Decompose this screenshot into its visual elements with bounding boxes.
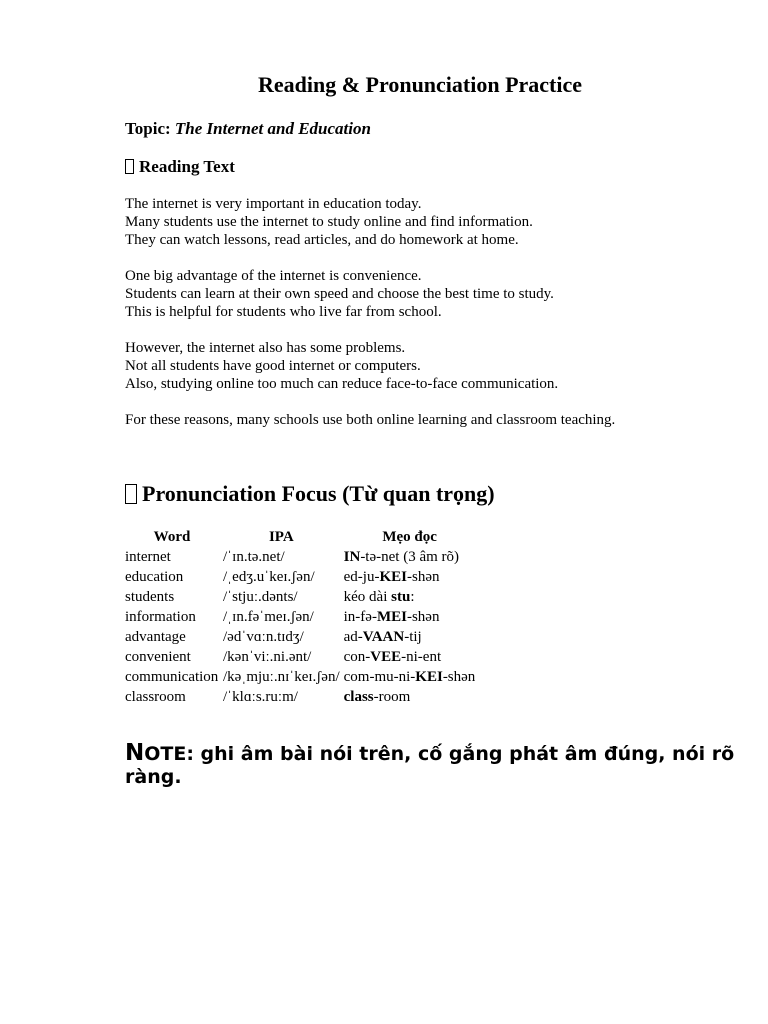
word-cell: advantage (125, 628, 186, 645)
reading-paragraph (125, 339, 615, 393)
table-row (123, 607, 478, 627)
reading-line: This is helpful for students who live far from school. (125, 304, 442, 320)
table-row (123, 587, 478, 607)
tip-cell (342, 547, 478, 567)
tip-text: -shən (406, 608, 440, 625)
reading-line: Students can learn at their own speed and choose the best time to study. (125, 286, 554, 302)
ipa-cell: /ˈstjuː.dənts/ (223, 588, 298, 605)
header-ipa: IPA (268, 528, 294, 545)
tip-stress: IN (343, 548, 361, 565)
table-row (123, 627, 478, 647)
ipa-cell: /ˈɪn.tə.net/ (223, 548, 285, 565)
tip-text: -shən (406, 568, 440, 585)
ipa-cell: /ˈklɑːs.ruːm/ (223, 688, 298, 705)
reading-paragraph (125, 267, 615, 321)
reading-line: Many students use the internet to study online and find information. (125, 214, 533, 230)
word-cell: convenient (125, 648, 191, 665)
table-header-row (123, 527, 478, 547)
note-first-letter: N (125, 740, 145, 766)
ipa-cell: /ˌedʒ.uˈkeɪ.ʃən/ (223, 568, 315, 585)
ipa-cell: /ˌɪn.fəˈmeɪ.ʃən/ (223, 608, 314, 625)
tip-stress: VEE (370, 648, 402, 665)
table-row (123, 547, 478, 567)
tip-cell (342, 567, 478, 587)
page-title: Reading & Pronunciation Practice (257, 72, 583, 97)
topic-line (125, 119, 371, 139)
reading-line: Not all students have good internet or computers. (125, 358, 421, 374)
tip-stress: MEI (376, 608, 407, 625)
tip-stress: KEI (415, 668, 443, 685)
reading-line: They can watch lessons, read articles, and do homework at home. (125, 232, 519, 248)
reading-line: However, the internet also has some problems. (125, 340, 406, 356)
tip-text: -tə-net (3 âm rõ) (360, 548, 460, 565)
pronunciation-table (123, 527, 478, 707)
table-row (123, 687, 478, 707)
note-text: OTE: ghi âm bài nói trên, cố gắng phát âm đúng, nói rõ ràng. (125, 743, 735, 788)
tip-stress: VAAN (362, 628, 405, 645)
tip-text: -room (373, 688, 411, 705)
header-tip: Mẹo đọc (382, 528, 437, 545)
tip-text: ed-ju- (343, 568, 380, 585)
tip-text: in-fə- (343, 608, 377, 625)
ipa-cell: /kənˈviː.ni.ənt/ (223, 648, 312, 665)
tip-text: kéo dài (343, 588, 392, 605)
reading-paragraph (125, 195, 615, 249)
reading-line: Also, studying online too much can reduce face-to-face communication. (125, 376, 559, 392)
tip-text: ad- (343, 628, 363, 645)
pronunciation-heading (125, 481, 495, 507)
tip-text: com-mu-ni- (343, 668, 416, 685)
tip-text: -ni-ent (401, 648, 442, 665)
tip-stress: stu (391, 588, 411, 605)
reading-heading-text: Reading Text (139, 157, 235, 176)
pronunciation-heading-text: Pronunciation Focus (Từ quan trọng) (142, 481, 495, 506)
reading-paragraph (125, 411, 615, 429)
word-cell: communication (125, 668, 219, 685)
word-cell: classroom (125, 688, 186, 705)
tip-stress: KEI (379, 568, 407, 585)
tip-cell (342, 647, 478, 667)
table-row (123, 647, 478, 667)
missing-glyph-icon (125, 484, 137, 504)
reading-text (125, 195, 615, 447)
tip-text: -shən (442, 668, 476, 685)
tip-cell (342, 587, 478, 607)
tip-text: -tij (404, 628, 422, 645)
tip-stress: class (343, 688, 374, 705)
word-cell: internet (125, 548, 171, 565)
reading-line: The internet is very important in education today. (125, 196, 422, 212)
word-cell: students (125, 588, 175, 605)
reading-line: For these reasons, many schools use both online learning and classroom teaching. (125, 412, 616, 428)
tip-cell (342, 607, 478, 627)
word-cell: information (125, 608, 196, 625)
reading-heading (125, 157, 235, 177)
note (125, 740, 768, 788)
table-row (123, 567, 478, 587)
tip-cell (342, 627, 478, 647)
word-cell: education (125, 568, 184, 585)
missing-glyph-icon (125, 159, 134, 174)
tip-text: con- (343, 648, 371, 665)
ipa-cell: /kəˌmjuː.nɪˈkeɪ.ʃən/ (223, 668, 340, 685)
table-row (123, 667, 478, 687)
topic-value: The Internet and Education (174, 119, 371, 138)
topic-label: Topic: (125, 119, 171, 138)
tip-cell (342, 687, 478, 707)
tip-text: : (410, 588, 415, 605)
ipa-cell: /ədˈvɑːn.tɪdʒ/ (223, 628, 304, 645)
header-word: Word (153, 528, 191, 545)
reading-line: One big advantage of the internet is convenience. (125, 268, 422, 284)
tip-cell (342, 667, 478, 687)
